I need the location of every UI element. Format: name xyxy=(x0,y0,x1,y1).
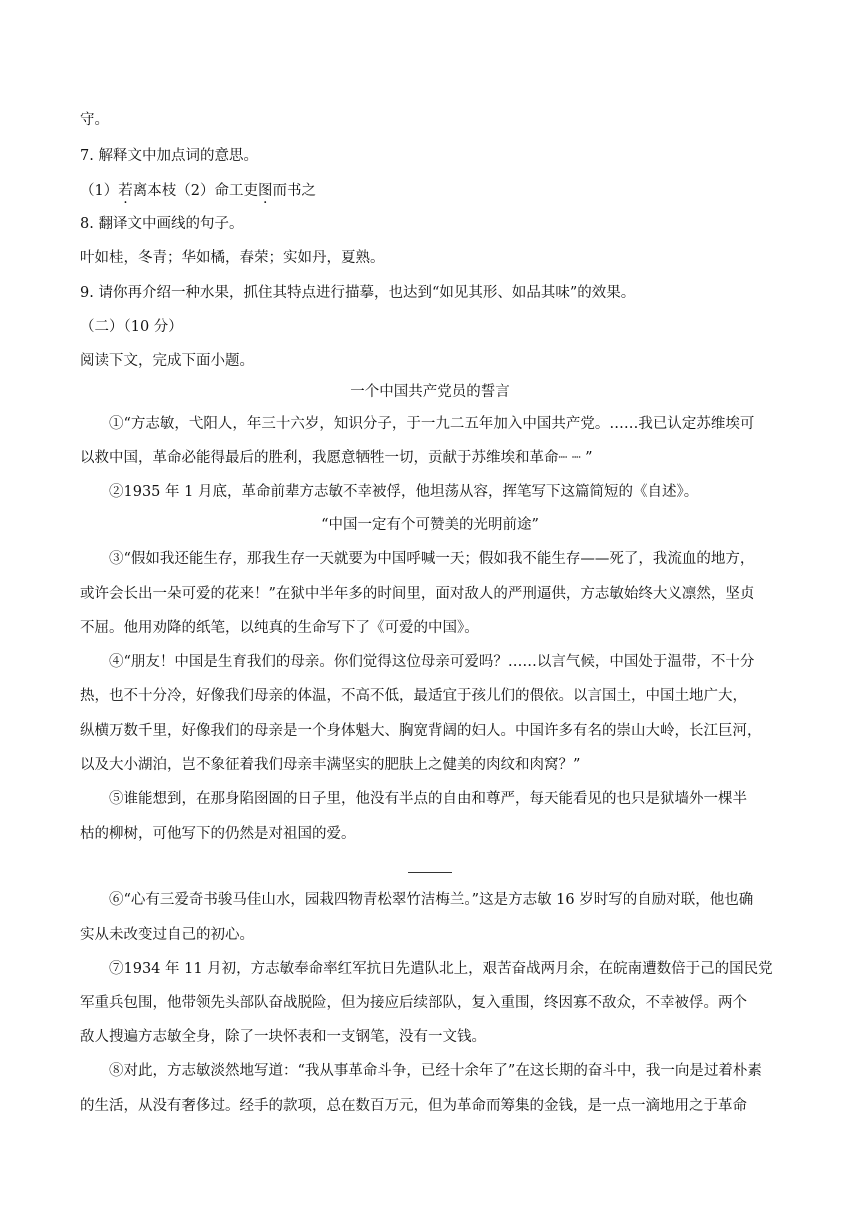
item-text: 离本枝（2）命工吏 xyxy=(132,183,258,199)
article-title: 一个中国共产党员的誓言 xyxy=(350,384,510,400)
question-9: 9. 请你再介绍一种水果，抓住其特点进行描摹，也达到“如见其形、如品其味”的效果。 xyxy=(80,285,636,301)
question-8: 8. 翻译文中画线的句子。 xyxy=(80,216,244,232)
paragraph-7-line: 敌人搜遍方志敏全身，除了一块怀表和一支钢笔，没有一文钱。 xyxy=(80,1029,486,1045)
paragraph-4-line: 纵横万数千里，好像我们的母亲是一个身体魁大、胸宽背阔的妇人。中国许多有名的崇山大岭，长江巨河， xyxy=(80,723,762,739)
paragraph-1-line: ①“方志敏，弋阳人，年三十六岁，知识分子，于一九二五年加入中国共产党。……我已认定苏维埃可 xyxy=(109,416,755,432)
emphasized-word: 图 xyxy=(257,183,273,199)
paragraph-4-line: ④“朋友！中国是生育我们的母亲。你们觉得这位母亲可爱吗？……以言气候，中国处于温带，不十分 xyxy=(109,654,755,670)
paragraph-8-line: ⑧对此，方志敏淡然地写道：“我从事革命斗争，已经十余年了”在这长期的奋斗中，我一向是过着朴素 xyxy=(109,1063,762,1079)
paragraph-3-line: ③“假如我还能生存，那我生存一天就要为中国呼喊一天；假如我不能生存——死了，我流血的地方， xyxy=(109,551,755,567)
emphasized-word: 若 xyxy=(118,183,133,199)
item-prefix: （1） xyxy=(80,183,119,199)
paragraph-5-line: ⑤谁能想到，在那身陷囹圄的日子里，他没有半点的自由和尊严，每天能看见的也只是狱墙外一棵半 xyxy=(109,791,747,807)
section-heading: （二）（10 分） xyxy=(80,319,183,335)
instruction: 阅读下文，完成下面小题。 xyxy=(80,353,254,369)
paragraph-3-line: 不屈。他用劝降的纸笔，以纯真的生命写下了《可爱的中国》。 xyxy=(80,620,479,636)
section-divider xyxy=(408,872,452,873)
question-8-sentence: 叶如桂，冬青；华如橘，春荣；实如丹，夏熟。 xyxy=(80,250,385,266)
paragraph-4-line: 热，也不十分冷，好像我们母亲的体温，不高不低，最适宜于孩儿们的偎依。以言国土，中国土地广大， xyxy=(80,688,747,704)
paragraph-8-line: 的生活，从没有奢侈过。经手的款项，总在数百万元，但为革命而筹集的金钱，是一点一滴地用之于革命 xyxy=(80,1098,747,1114)
question-7-items xyxy=(80,181,780,201)
item-text: 而书之 xyxy=(272,183,316,199)
paragraph-4-line: 以及大小湖泊，岂不象征着我们母亲丰满坚实的肥肤上之健美的肉纹和肉窝？” xyxy=(80,757,581,773)
paragraph-3-line: 或许会长出一朵可爱的花来！”在狱中半年多的时间里，面对敌人的严刑逼供，方志敏始终大义凛然，坚贞 xyxy=(80,586,755,602)
paragraph-7-line: 军重兵包围，他带领先头部队奋战脱险，但为接应后续部队，复入重围，终因寡不敌众，不幸被俘。两个 xyxy=(80,995,747,1011)
paragraph-5-line: 枯的柳树，可他写下的仍然是对祖国的爱。 xyxy=(80,826,356,842)
paragraph-1-line: 以救中国，革命必能得最后的胜利，我愿意牺牲一切，贡献于苏维埃和革命┈ ┈ ” xyxy=(80,450,593,466)
paragraph-2: ②1935 年 1 月底，革命前辈方志敏不幸被俘，他坦荡从容，挥笔写下这篇简短的《自述》。 xyxy=(109,484,699,500)
paragraph-7-line: ⑦1934 年 11 月初，方志敏奉命率红军抗日先遣队北上，艰苦奋战两月余，在皖南遭数倍于己的国民党 xyxy=(109,961,773,977)
section-subtitle: “中国一定有个可赞美的光明前途” xyxy=(321,517,539,533)
text-line: 守。 xyxy=(80,112,109,128)
paragraph-6-line: 实从未改变过自己的初心。 xyxy=(80,927,254,943)
question-7: 7. 解释文中加点词的意思。 xyxy=(80,148,258,164)
paragraph-6-line: ⑥“心有三爱奇书骏马佳山水，园栽四物青松翠竹洁梅兰。”这是方志敏 16 岁时写的自励对联，他也确 xyxy=(109,892,754,908)
